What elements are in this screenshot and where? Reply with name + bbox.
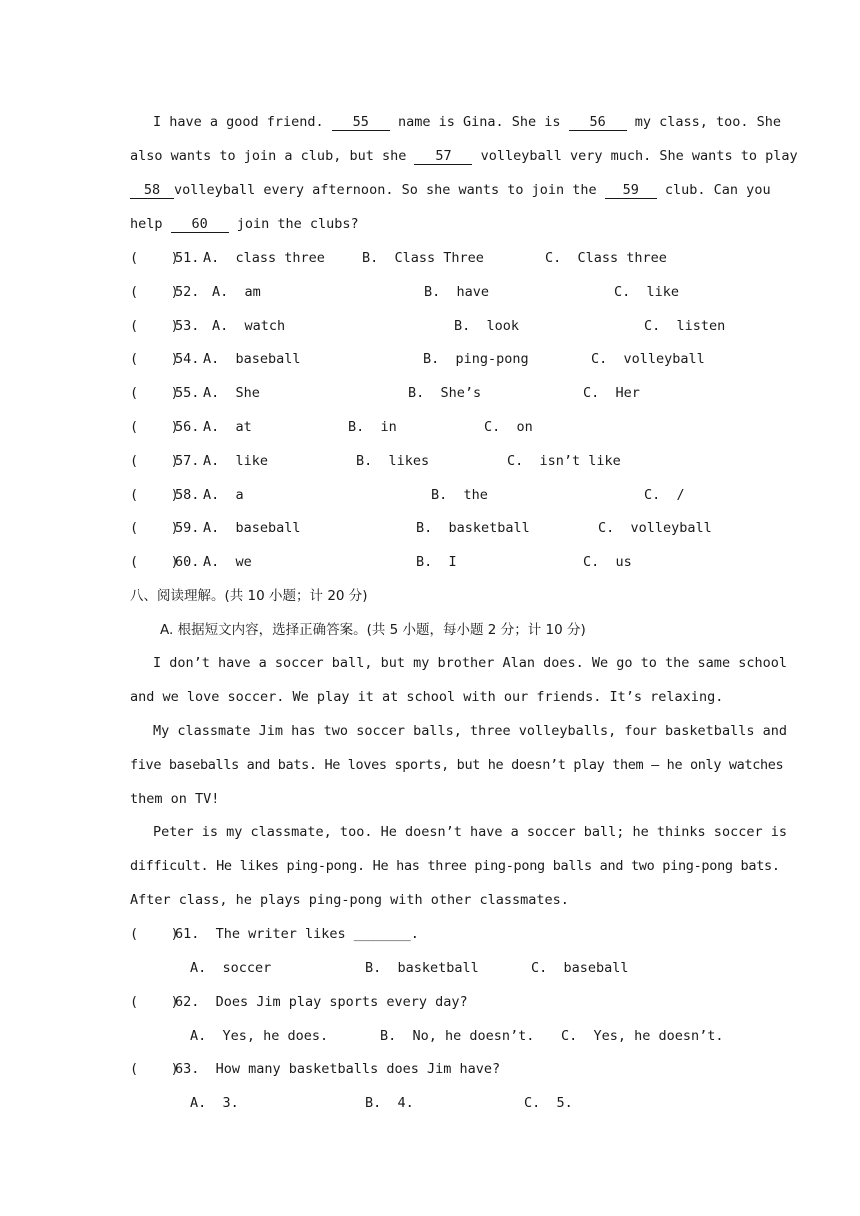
option-a[interactable]: A. watch: [212, 318, 286, 334]
question-stem: 61. The writer likes _______.: [175, 926, 419, 942]
option-a[interactable]: A. She: [203, 385, 260, 401]
answer-paren[interactable]: ( ): [130, 994, 179, 1010]
section-subheading: A. 根据短文内容，选择正确答案。(共 5 小题，每小题 2 分；计 10 分): [160, 622, 586, 638]
option-a[interactable]: A. baseball: [203, 520, 301, 536]
option-c[interactable]: C. /: [644, 487, 685, 503]
option-b[interactable]: B. Class Three: [362, 250, 484, 266]
option-c[interactable]: C. volleyball: [591, 351, 705, 367]
reading-paragraph-1-line-1: I don’t have a soccer ball, but my brother Alan does. We go to the same school: [153, 655, 787, 671]
option-b[interactable]: B. have: [424, 284, 490, 300]
reading-paragraph-2-line-3: them on TV!: [130, 791, 220, 807]
question-stem: 63. How many basketballs does Jim have?: [175, 1061, 501, 1077]
option-c[interactable]: C. us: [583, 554, 632, 570]
option-c[interactable]: C. baseball: [531, 960, 629, 976]
option-a[interactable]: A. a: [203, 487, 244, 503]
option-c[interactable]: C. listen: [644, 318, 726, 334]
text: name is Gina. She is: [389, 114, 569, 130]
option-c[interactable]: C. Yes, he doesn’t.: [561, 1028, 724, 1044]
reading-paragraph-3-line-3: After class, he plays ping-pong with other classmates.: [130, 892, 569, 908]
question-number: 58.: [175, 487, 200, 503]
text: I have a good friend.: [153, 114, 332, 130]
blank-55[interactable]: 55: [332, 114, 390, 131]
question-number: 59.: [175, 520, 200, 536]
answer-paren[interactable]: ( ): [130, 926, 179, 942]
question-number: 60.: [175, 554, 200, 570]
reading-paragraph-2-line-1: My classmate Jim has two soccer balls, three volleyballs, four basketballs and: [153, 723, 787, 739]
passage-line-3: [130, 180, 771, 200]
option-b[interactable]: B. ping-pong: [423, 351, 529, 367]
option-b[interactable]: B. No, he doesn’t.: [380, 1028, 535, 1044]
passage-line-2: [130, 146, 798, 166]
text: volleyball every afternoon. So she wants to join the: [174, 182, 605, 198]
option-b[interactable]: B. look: [454, 318, 520, 334]
reading-paragraph-1-line-2: and we love soccer. We play it at school with our friends. It’s relaxing.: [130, 689, 724, 705]
answer-paren[interactable]: ( ): [130, 419, 179, 435]
question-number: 52.: [175, 284, 200, 300]
question-number: 53.: [175, 318, 200, 334]
option-b[interactable]: B. She’s: [408, 385, 482, 401]
question-number: 54.: [175, 351, 200, 367]
passage-line-4: [130, 214, 359, 234]
text: my class, too. She: [626, 114, 782, 130]
blank-58[interactable]: 58: [130, 182, 174, 199]
reading-paragraph-3-line-2: difficult. He likes ping-pong. He has three ping-pong balls and two ping-pong bats.: [130, 858, 780, 874]
option-b[interactable]: B. the: [431, 487, 488, 503]
option-a[interactable]: A. 3.: [190, 1095, 239, 1111]
text: join the clubs?: [228, 216, 359, 232]
option-a[interactable]: A. baseball: [203, 351, 301, 367]
reading-paragraph-3-line-1: Peter is my classmate, too. He doesn’t have a soccer ball; he thinks soccer is: [153, 824, 787, 840]
answer-paren[interactable]: ( ): [130, 520, 179, 536]
question-number: 56.: [175, 419, 200, 435]
option-a[interactable]: A. am: [212, 284, 261, 300]
answer-paren[interactable]: ( ): [130, 1061, 179, 1077]
option-b[interactable]: B. likes: [356, 453, 430, 469]
answer-paren[interactable]: ( ): [130, 284, 179, 300]
option-c[interactable]: C. 5.: [524, 1095, 573, 1111]
option-b[interactable]: B. basketball: [365, 960, 479, 976]
reading-paragraph-2-line-2: five baseballs and bats. He loves sports, but he doesn’t play them — he only watches: [130, 757, 784, 773]
option-b[interactable]: B. 4.: [365, 1095, 414, 1111]
option-a[interactable]: A. like: [203, 453, 269, 469]
option-b[interactable]: B. I: [416, 554, 457, 570]
question-number: 51.: [175, 250, 200, 266]
option-a[interactable]: A. Yes, he does.: [190, 1028, 329, 1044]
option-a[interactable]: A. soccer: [190, 960, 272, 976]
blank-56[interactable]: 56: [569, 114, 627, 131]
question-stem: 62. Does Jim play sports every day?: [175, 994, 468, 1010]
text: also wants to join a club, but she: [130, 148, 415, 164]
answer-paren[interactable]: ( ): [130, 318, 179, 334]
answer-paren[interactable]: ( ): [130, 554, 179, 570]
blank-60[interactable]: 60: [171, 216, 229, 233]
blank-59[interactable]: 59: [605, 182, 657, 199]
text: help: [130, 216, 171, 232]
answer-paren[interactable]: ( ): [130, 453, 179, 469]
option-c[interactable]: C. isn’t like: [507, 453, 621, 469]
option-c[interactable]: C. like: [614, 284, 680, 300]
question-number: 57.: [175, 453, 200, 469]
answer-paren[interactable]: ( ): [130, 250, 179, 266]
passage-line-1: [153, 112, 781, 132]
option-a[interactable]: A. at: [203, 419, 252, 435]
option-c[interactable]: C. Class three: [545, 250, 667, 266]
answer-paren[interactable]: ( ): [130, 385, 179, 401]
question-number: 55.: [175, 385, 200, 401]
option-b[interactable]: B. basketball: [416, 520, 530, 536]
option-c[interactable]: C. volleyball: [598, 520, 712, 536]
option-a[interactable]: A. we: [203, 554, 252, 570]
option-b[interactable]: B. in: [348, 419, 397, 435]
text: volleyball very much. She wants to play: [472, 148, 798, 164]
answer-paren[interactable]: ( ): [130, 487, 179, 503]
option-a[interactable]: A. class three: [203, 250, 325, 266]
blank-57[interactable]: 57: [414, 148, 472, 165]
option-c[interactable]: C. Her: [583, 385, 640, 401]
option-c[interactable]: C. on: [484, 419, 533, 435]
section-heading: 八、阅读理解。(共 10 小题；计 20 分): [130, 588, 368, 604]
text: club. Can you: [656, 182, 771, 198]
answer-paren[interactable]: ( ): [130, 351, 179, 367]
